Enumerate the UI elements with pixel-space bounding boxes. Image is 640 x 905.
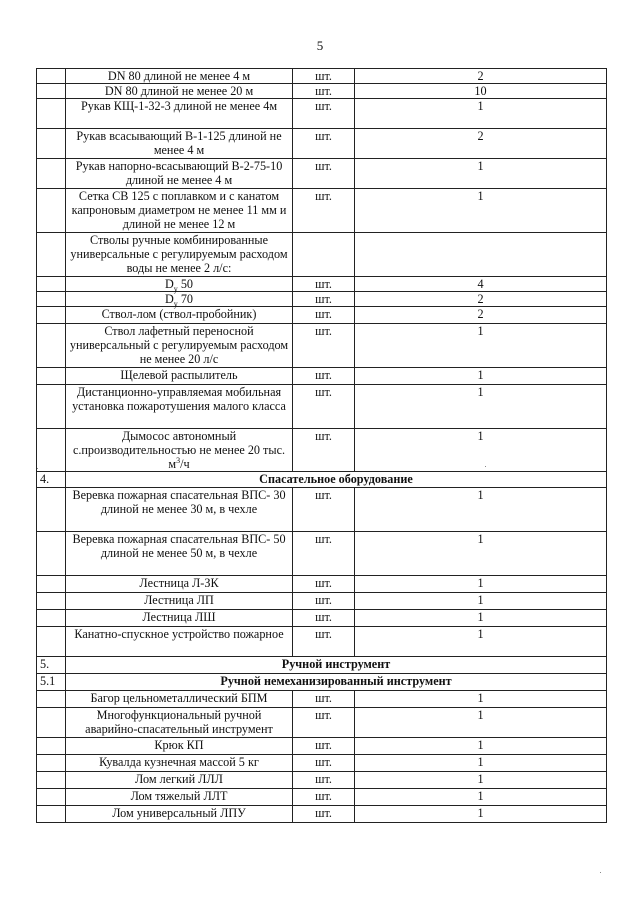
page-number: 5 — [316, 38, 324, 53]
table-row — [37, 708, 607, 738]
row-number: 5.1 — [37, 674, 66, 691]
item-unit: шт. — [293, 385, 355, 429]
row-number — [37, 691, 66, 708]
item-quantity: 1 — [355, 324, 607, 368]
row-number — [37, 488, 66, 532]
table-row — [37, 368, 607, 385]
item-unit: шт. — [293, 159, 355, 189]
row-number — [37, 69, 66, 84]
item-unit: шт. — [293, 292, 355, 307]
item-name: Кувалда кузнечная массой 5 кг — [66, 755, 293, 772]
row-number — [37, 738, 66, 755]
row-number — [37, 292, 66, 307]
item-quantity: 1 — [355, 789, 607, 806]
item-quantity: 10 — [355, 84, 607, 99]
item-name: Канатно-спускное устройство пожарное — [66, 627, 293, 657]
item-name: Лестница Л-ЗК — [66, 576, 293, 593]
item-quantity: 2 — [355, 69, 607, 84]
section-row — [37, 472, 607, 488]
table-row — [37, 627, 607, 657]
item-quantity: 1 — [355, 738, 607, 755]
table-row — [37, 576, 607, 593]
item-name: Веревка пожарная спасательная ВПС- 30 длиной не менее 30 м, в чехле — [66, 488, 293, 532]
table-row — [37, 159, 607, 189]
item-name: Рукав напорно-всасывающий В-2-75-10 длиной не менее 4 м — [66, 159, 293, 189]
item-name: Дистанционно-управляемая мобильная установка пожаротушения малого класса — [66, 385, 293, 429]
item-name: Рукав КЩ-1-32-3 длиной не менее 4м — [66, 99, 293, 129]
item-name: Багор цельнометаллический БПМ — [66, 691, 293, 708]
table-row — [37, 129, 607, 159]
row-number — [37, 789, 66, 806]
row-number — [37, 385, 66, 429]
item-name: Лом легкий ЛЛЛ — [66, 772, 293, 789]
item-quantity: 1 — [355, 99, 607, 129]
table-row — [37, 610, 607, 627]
table-row — [37, 84, 607, 99]
table-row — [37, 755, 607, 772]
item-unit — [293, 233, 355, 277]
row-number — [37, 233, 66, 277]
item-quantity: 1 — [355, 708, 607, 738]
item-quantity: 1 — [355, 429, 607, 472]
item-unit: шт. — [293, 368, 355, 385]
table-row — [37, 806, 607, 823]
item-name: $D_y$ 50 — [66, 277, 293, 292]
table-row — [37, 429, 607, 472]
item-quantity: 1 — [355, 593, 607, 610]
table-row — [37, 691, 607, 708]
item-name: Веревка пожарная спасательная ВПС- 50 длиной не менее 50 м, в чехле — [66, 532, 293, 576]
item-quantity: 1 — [355, 576, 607, 593]
item-name: Лом универсальный ЛПУ — [66, 806, 293, 823]
item-unit: шт. — [293, 189, 355, 233]
table-row — [37, 233, 607, 277]
row-number — [37, 755, 66, 772]
item-name: Стволы ручные комбинированные универсальные с регулируемым расходом воды не менее 2 л/с: — [66, 233, 293, 277]
item-name: DN 80 длиной не менее 4 м — [66, 69, 293, 84]
equipment-table — [36, 68, 607, 823]
item-quantity: 1 — [355, 159, 607, 189]
row-number — [37, 576, 66, 593]
item-quantity: 1 — [355, 610, 607, 627]
table-row — [37, 69, 607, 84]
item-unit: шт. — [293, 99, 355, 129]
item-quantity — [355, 233, 607, 277]
item-unit: шт. — [293, 69, 355, 84]
table-row — [37, 532, 607, 576]
item-name: Ствол-лом (ствол-пробойник) — [66, 307, 293, 324]
section-title: Спасательное оборудование — [66, 472, 607, 488]
row-number — [37, 593, 66, 610]
table-row — [37, 772, 607, 789]
equipment-table-body — [37, 69, 607, 823]
table-row — [37, 189, 607, 233]
item-unit: шт. — [293, 488, 355, 532]
item-quantity: 1 — [355, 772, 607, 789]
item-name: Щелевой распылитель — [66, 368, 293, 385]
item-name: Ствол лафетный переносной универсальный с регулируемым расходом не менее 20 л/с — [66, 324, 293, 368]
section-row — [37, 674, 607, 691]
row-number — [37, 368, 66, 385]
table-row — [37, 307, 607, 324]
item-unit: шт. — [293, 324, 355, 368]
section-title: Ручной немеханизированный инструмент — [66, 674, 607, 691]
row-number — [37, 307, 66, 324]
row-number — [37, 129, 66, 159]
item-unit: шт. — [293, 429, 355, 472]
item-quantity: 1 — [355, 385, 607, 429]
table-row — [37, 789, 607, 806]
row-number — [37, 610, 66, 627]
item-name: Сетка СВ 125 с поплавком и с канатом капроновым диаметром не менее 11 мм и длиной не менее 12 м — [66, 189, 293, 233]
row-number — [37, 772, 66, 789]
row-number — [37, 806, 66, 823]
row-number: 4. — [37, 472, 66, 488]
section-row — [37, 657, 607, 674]
row-number — [37, 429, 66, 472]
item-name: Рукав всасывающий В-1-125 длиной не менее 4 м — [66, 129, 293, 159]
item-quantity: 1 — [355, 368, 607, 385]
item-name: $D_y$ 70 — [66, 292, 293, 307]
row-number — [37, 627, 66, 657]
item-unit: шт. — [293, 806, 355, 823]
item-name: Крюк КП — [66, 738, 293, 755]
row-number — [37, 159, 66, 189]
scan-speck — [600, 872, 601, 873]
item-quantity: 2 — [355, 307, 607, 324]
item-quantity: 1 — [355, 189, 607, 233]
item-unit: шт. — [293, 708, 355, 738]
item-quantity: 2 — [355, 292, 607, 307]
item-quantity: 1 — [355, 755, 607, 772]
scan-speck — [37, 468, 38, 469]
table-row — [37, 324, 607, 368]
item-quantity: 1 — [355, 488, 607, 532]
item-quantity: 4 — [355, 277, 607, 292]
row-number — [37, 189, 66, 233]
table-row — [37, 292, 607, 307]
row-number — [37, 324, 66, 368]
item-unit: шт. — [293, 532, 355, 576]
item-quantity: 2 — [355, 129, 607, 159]
row-number — [37, 532, 66, 576]
item-name: Дымосос автономный с.производительностью не менее 20 тыс. $м^3/ч$ — [66, 429, 293, 472]
table-row — [37, 99, 607, 129]
row-number — [37, 99, 66, 129]
item-name: Многофункциональный ручной аварийно-спасательный инструмент — [66, 708, 293, 738]
item-unit: шт. — [293, 610, 355, 627]
scan-speck — [485, 466, 486, 467]
item-unit: шт. — [293, 593, 355, 610]
item-unit: шт. — [293, 772, 355, 789]
item-unit: шт. — [293, 576, 355, 593]
item-unit: шт. — [293, 789, 355, 806]
section-title: Ручной инструмент — [66, 657, 607, 674]
item-unit: шт. — [293, 84, 355, 99]
item-unit: шт. — [293, 307, 355, 324]
row-number: 5. — [37, 657, 66, 674]
table-row — [37, 277, 607, 292]
row-number — [37, 708, 66, 738]
table-row — [37, 593, 607, 610]
item-quantity: 1 — [355, 691, 607, 708]
item-name: Лестница ЛП — [66, 593, 293, 610]
item-name: Лестница ЛШ — [66, 610, 293, 627]
item-unit: шт. — [293, 755, 355, 772]
item-unit: шт. — [293, 691, 355, 708]
item-quantity: 1 — [355, 627, 607, 657]
item-name: DN 80 длиной не менее 20 м — [66, 84, 293, 99]
item-unit: шт. — [293, 738, 355, 755]
item-unit: шт. — [293, 277, 355, 292]
item-name: Лом тяжелый ЛЛТ — [66, 789, 293, 806]
table-row — [37, 738, 607, 755]
item-unit: шт. — [293, 627, 355, 657]
item-quantity: 1 — [355, 806, 607, 823]
table-row — [37, 488, 607, 532]
item-quantity: 1 — [355, 532, 607, 576]
table-row — [37, 385, 607, 429]
item-unit: шт. — [293, 129, 355, 159]
row-number — [37, 277, 66, 292]
row-number — [37, 84, 66, 99]
